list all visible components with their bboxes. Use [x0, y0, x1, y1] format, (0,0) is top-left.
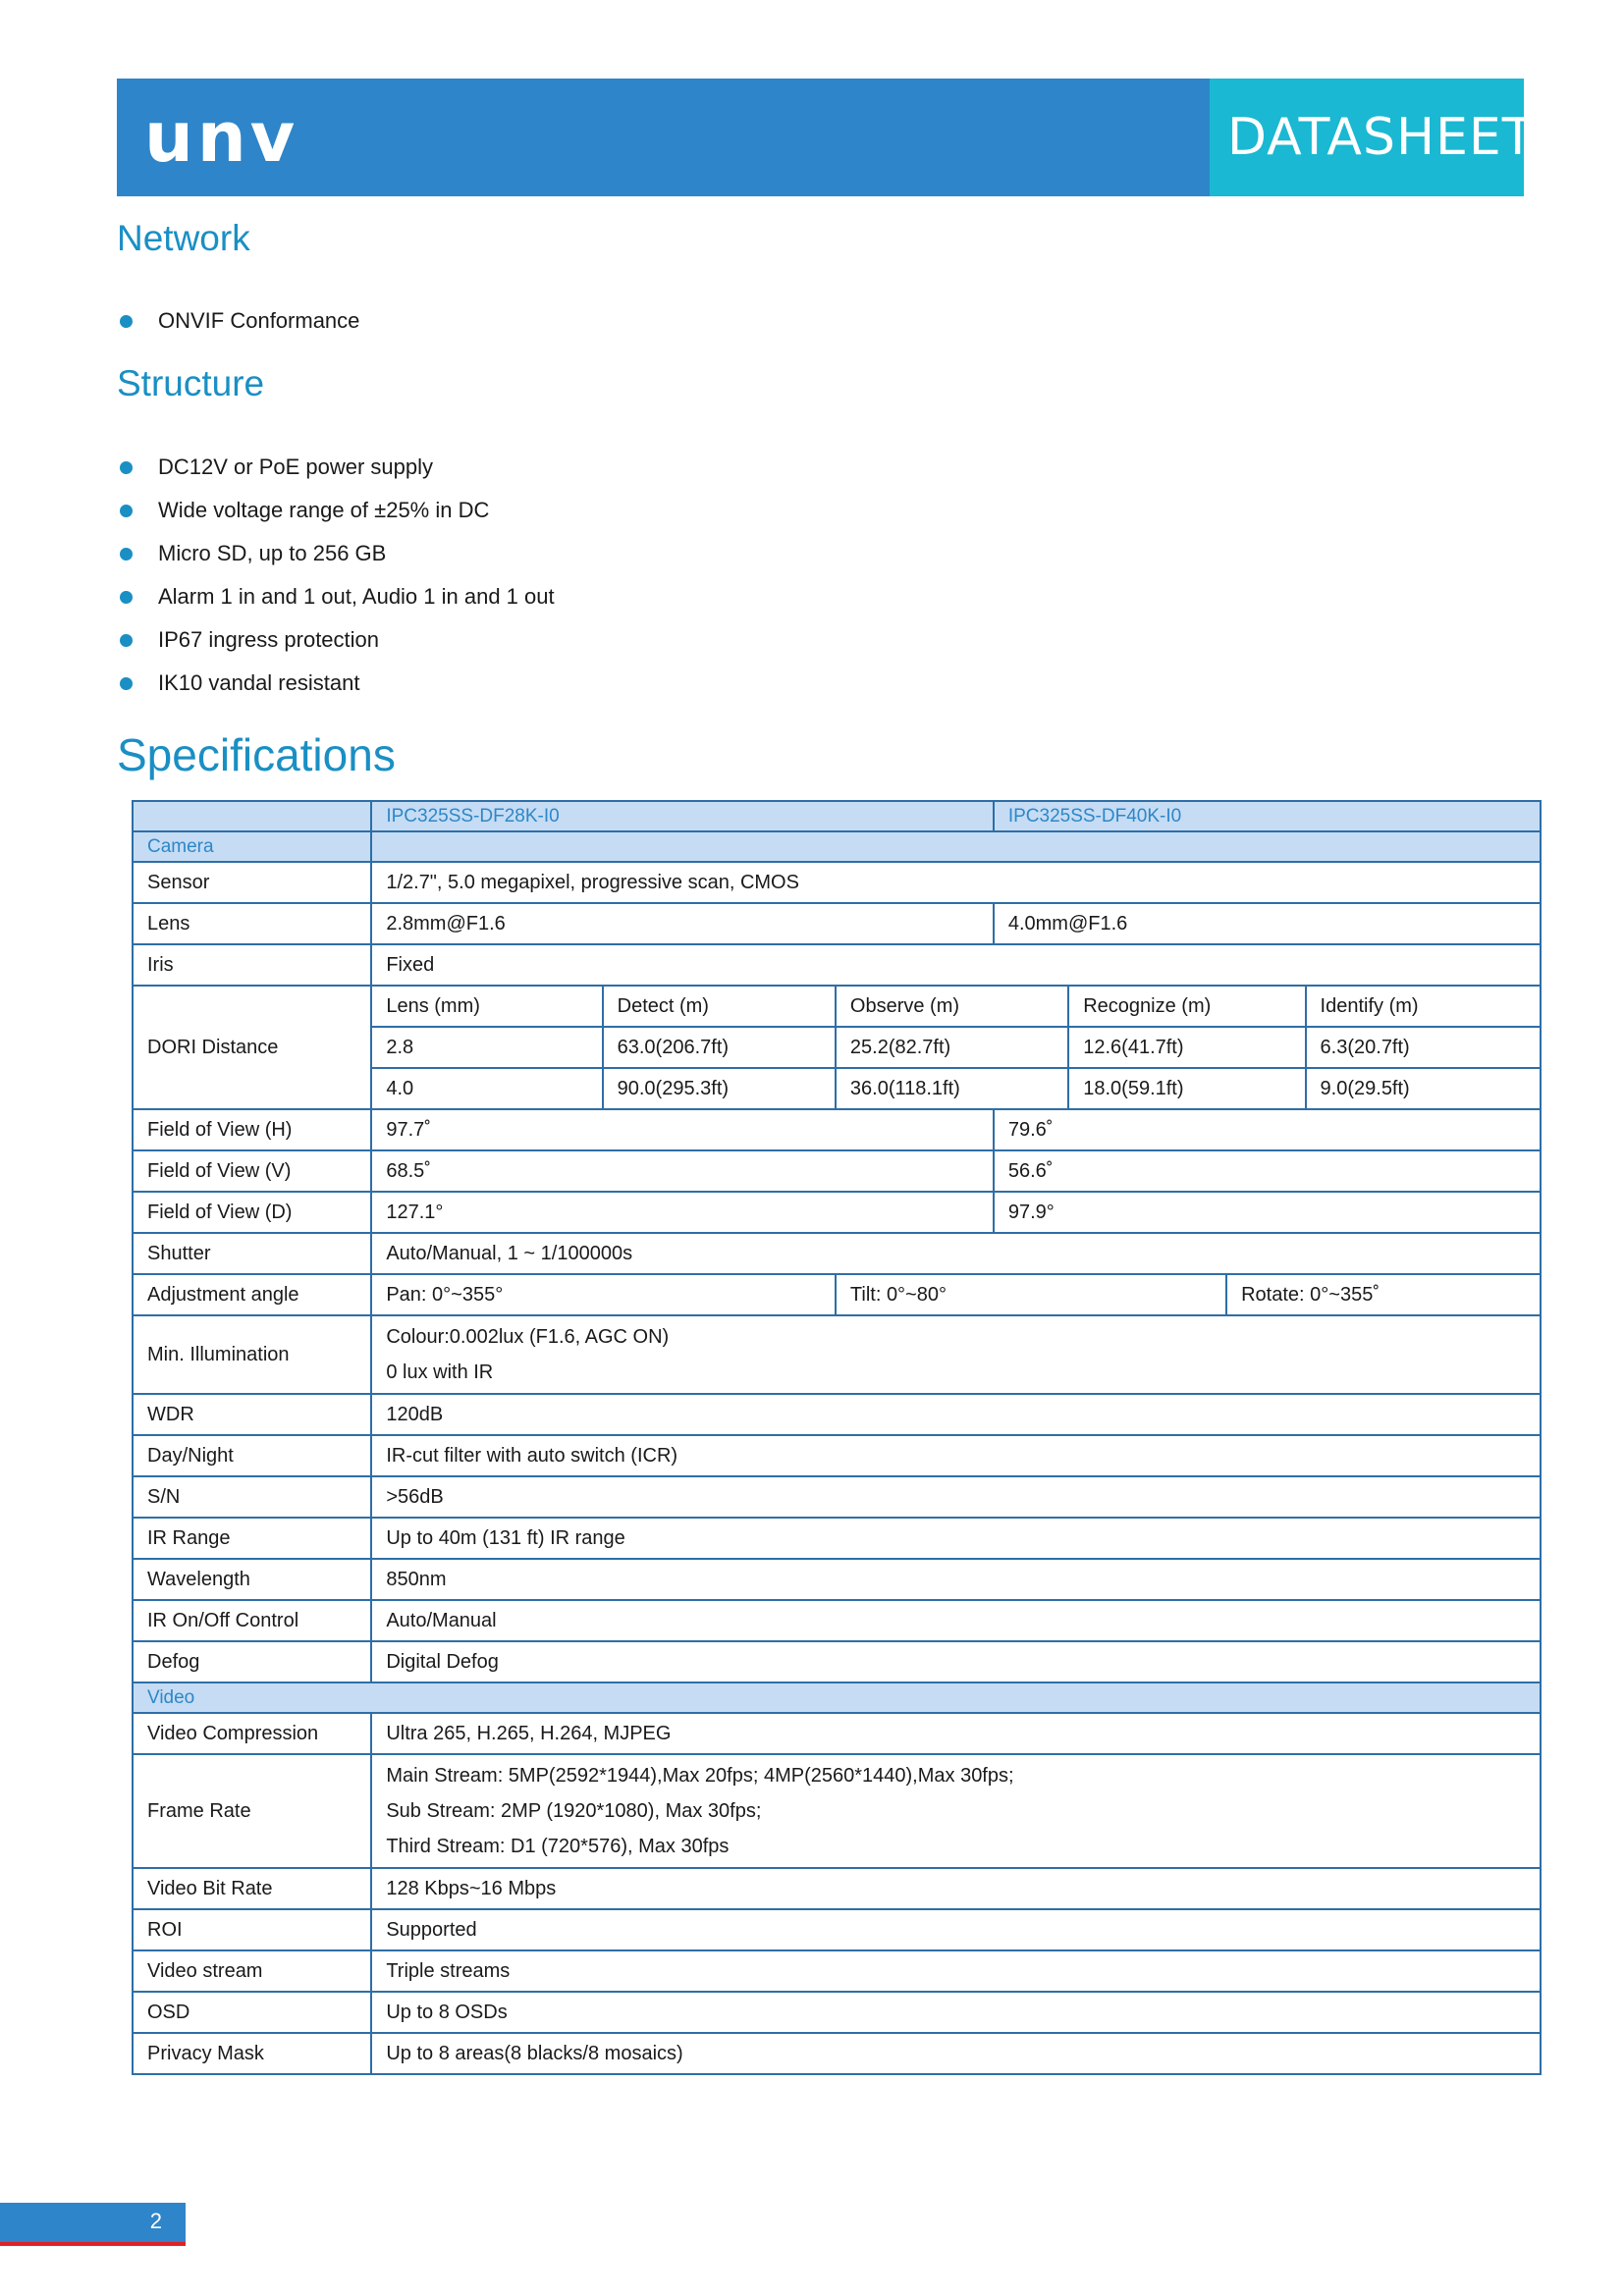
dori-cell: 25.2(82.7ft): [836, 1027, 1068, 1068]
row-label: Defog: [133, 1641, 371, 1682]
bullet-icon: [120, 634, 133, 647]
table-row: [133, 1600, 1541, 1641]
row-value: Supported: [371, 1909, 1541, 1950]
table-row: [133, 1233, 1541, 1274]
row-label: DORI Distance: [133, 986, 371, 1109]
row-label: Shutter: [133, 1233, 371, 1274]
table-row: [133, 1992, 1541, 2033]
row-label: Video Bit Rate: [133, 1868, 371, 1909]
row-value: Pan: 0°~355°: [371, 1274, 836, 1315]
page-number: 2: [149, 2209, 162, 2233]
row-label: Wavelength: [133, 1559, 371, 1600]
list-item: ONVIF Conformance: [117, 299, 359, 343]
dori-cell: 9.0(29.5ft): [1306, 1068, 1541, 1109]
section-label: Camera: [133, 831, 371, 862]
row-label: ROI: [133, 1909, 371, 1950]
row-value: Fixed: [371, 944, 1541, 986]
row-value: 128 Kbps~16 Mbps: [371, 1868, 1541, 1909]
section-row-video: [133, 1682, 1541, 1713]
page-number-bar: [0, 2203, 186, 2242]
table-row: [133, 1476, 1541, 1518]
model-header: IPC325SS-DF28K-I0: [371, 801, 994, 831]
row-value: 1/2.7", 5.0 megapixel, progressive scan, CMOS: [371, 862, 1541, 903]
row-label: Field of View (D): [133, 1192, 371, 1233]
table-row: [133, 1435, 1541, 1476]
table-row: [133, 1950, 1541, 1992]
row-value: Up to 8 OSDs: [371, 1992, 1541, 2033]
row-value: Main Stream: 5MP(2592*1944),Max 20fps; 4MP(2560*1440),Max 30fps; Sub Stream: 2MP (1920*1080), Max 30fps; Third Stream: D1 (720*576), Max 30fps: [371, 1754, 1541, 1868]
table-row: [133, 1868, 1541, 1909]
dori-cell: 18.0(59.1ft): [1068, 1068, 1305, 1109]
spec-table: [132, 800, 1542, 2075]
structure-title: Structure: [117, 363, 265, 403]
row-value: IR-cut filter with auto switch (ICR): [371, 1435, 1541, 1476]
row-label: Video stream: [133, 1950, 371, 1992]
table-row: [133, 1315, 1541, 1394]
row-label: Iris: [133, 944, 371, 986]
dori-header: Identify (m): [1306, 986, 1541, 1027]
bullet-icon: [120, 315, 133, 328]
row-label: Field of View (V): [133, 1150, 371, 1192]
row-label: OSD: [133, 1992, 371, 2033]
table-row: [133, 1518, 1541, 1559]
list-item: Wide voltage range of ±25% in DC: [117, 489, 555, 532]
row-label: S/N: [133, 1476, 371, 1518]
list-item: IP67 ingress protection: [117, 618, 555, 662]
table-cell: [371, 831, 1541, 862]
dori-cell: 4.0: [371, 1068, 602, 1109]
bullet-icon: [120, 548, 133, 561]
bullet-icon: [120, 461, 133, 474]
section-label: Video: [133, 1682, 1541, 1713]
row-label: Field of View (H): [133, 1109, 371, 1150]
bullet-icon: [120, 677, 133, 690]
row-value: 97.7˚: [371, 1109, 994, 1150]
table-cell: [133, 801, 371, 831]
row-value: 56.6˚: [994, 1150, 1541, 1192]
row-label: Frame Rate: [133, 1754, 371, 1868]
table-row: [133, 1641, 1541, 1682]
row-label: WDR: [133, 1394, 371, 1435]
list-item: DC12V or PoE power supply: [117, 446, 555, 489]
table-row: [133, 1754, 1541, 1868]
row-label: IR On/Off Control: [133, 1600, 371, 1641]
table-row: [133, 903, 1541, 944]
table-row: [133, 1109, 1541, 1150]
row-value: Rotate: 0°~355˚: [1226, 1274, 1541, 1315]
dori-cell: 12.6(41.7ft): [1068, 1027, 1305, 1068]
row-value: Triple streams: [371, 1950, 1541, 1992]
row-label: Sensor: [133, 862, 371, 903]
specifications-title: Specifications: [117, 729, 396, 780]
dori-header: Lens (mm): [371, 986, 602, 1027]
dori-header: Observe (m): [836, 986, 1068, 1027]
table-row: [133, 1394, 1541, 1435]
row-value: Up to 40m (131 ft) IR range: [371, 1518, 1541, 1559]
section-row-camera: [133, 831, 1541, 862]
row-value: 127.1°: [371, 1192, 994, 1233]
structure-list: [117, 446, 555, 705]
row-label: Lens: [133, 903, 371, 944]
logo-area: [117, 79, 1210, 196]
row-label: Min. Illumination: [133, 1315, 371, 1394]
row-value: 97.9°: [994, 1192, 1541, 1233]
model-header: IPC325SS-DF40K-I0: [994, 801, 1541, 831]
row-label: Adjustment angle: [133, 1274, 371, 1315]
table-row: [133, 1909, 1541, 1950]
row-label: Day/Night: [133, 1435, 371, 1476]
list-item: Micro SD, up to 256 GB: [117, 532, 555, 575]
row-label: Video Compression: [133, 1713, 371, 1754]
row-value: 2.8mm@F1.6: [371, 903, 994, 944]
dori-cell: 6.3(20.7ft): [1306, 1027, 1541, 1068]
row-value: Colour:0.002lux (F1.6, AGC ON) 0 lux with IR: [371, 1315, 1541, 1394]
row-value: Tilt: 0°~80°: [836, 1274, 1226, 1315]
table-row: [133, 1713, 1541, 1754]
table-row: [133, 801, 1541, 831]
row-label: Privacy Mask: [133, 2033, 371, 2074]
row-value: Auto/Manual, 1 ~ 1/100000s: [371, 1233, 1541, 1274]
table-row: [133, 1150, 1541, 1192]
table-row: [133, 1192, 1541, 1233]
dori-header: Recognize (m): [1068, 986, 1305, 1027]
header-banner: [117, 79, 1535, 196]
dori-cell: 2.8: [371, 1027, 602, 1068]
table-row: [133, 1559, 1541, 1600]
bullet-icon: [120, 591, 133, 604]
dori-cell: 63.0(206.7ft): [603, 1027, 836, 1068]
row-value: Auto/Manual: [371, 1600, 1541, 1641]
unv-logo: unv: [144, 97, 299, 178]
table-row: [133, 862, 1541, 903]
row-value: >56dB: [371, 1476, 1541, 1518]
table-row: [133, 986, 1541, 1027]
row-value: 850nm: [371, 1559, 1541, 1600]
dori-cell: 90.0(295.3ft): [603, 1068, 836, 1109]
network-title: Network: [117, 218, 250, 258]
row-value: Digital Defog: [371, 1641, 1541, 1682]
row-value: 4.0mm@F1.6: [994, 903, 1541, 944]
dori-cell: 36.0(118.1ft): [836, 1068, 1068, 1109]
list-item: Alarm 1 in and 1 out, Audio 1 in and 1 out: [117, 575, 555, 618]
table-row: [133, 1274, 1541, 1315]
row-value: 79.6˚: [994, 1109, 1541, 1150]
row-value: Ultra 265, H.265, H.264, MJPEG: [371, 1713, 1541, 1754]
row-value: 120dB: [371, 1394, 1541, 1435]
list-item: IK10 vandal resistant: [117, 662, 555, 705]
table-row: [133, 2033, 1541, 2074]
row-label: IR Range: [133, 1518, 371, 1559]
bullet-icon: [120, 505, 133, 517]
row-value: 68.5˚: [371, 1150, 994, 1192]
network-list: [117, 299, 359, 343]
footer-accent-line: [0, 2242, 186, 2246]
table-row: [133, 944, 1541, 986]
row-value: Up to 8 areas(8 blacks/8 mosaics): [371, 2033, 1541, 2074]
datasheet-tag: DATASHEET: [1210, 79, 1524, 196]
dori-header: Detect (m): [603, 986, 836, 1027]
